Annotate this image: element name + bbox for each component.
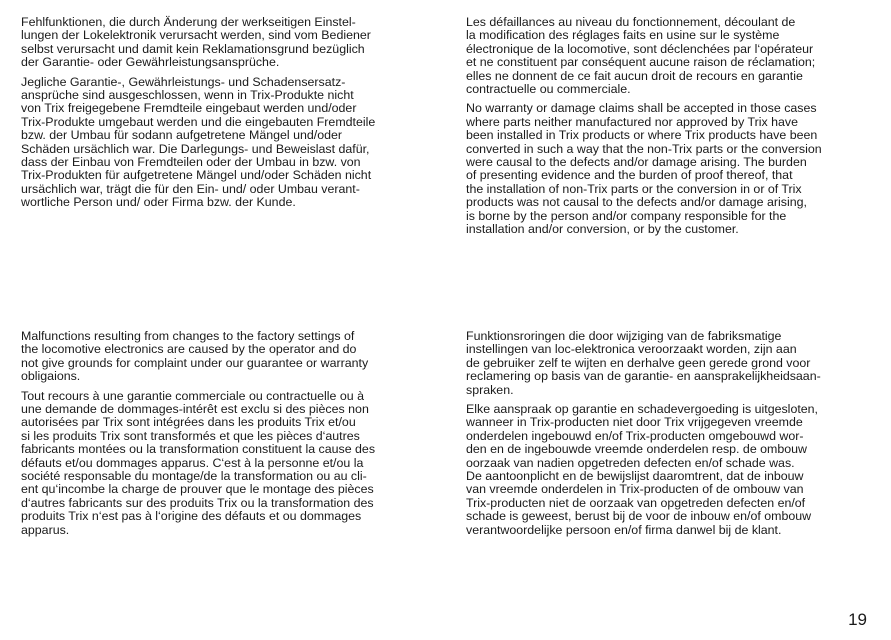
german-warranty-paragraph: Jegliche Garantie-, Gewährleistungs- und Schadensersatz- ansprüche sind ausgeschlossen, wenn in Trix-Produkte nicht von Trix freigegebene Fremdteile eingebaut werden und/oder Trix-Produkte umgebaut werden und die eingebauten Fremdteile bzw. der Umbau für sodann aufgetretene Mängel und/oder Schäden ursächlich war. Die Darlegungs- und Beweislast dafür, dass der Einbau von Fremdteilen oder der Umbau in bzw. von Trix-Produkten für aufgetretene Mängel und/oder Schäden nicht ursächlich war, trägt die für den Ein- und/ oder Umbau verant- wortliche Person und/ oder Firma bzw. der Kunde. (21, 74, 376, 210)
dutch-warranty-paragraph: Elke aanspraak op garantie en schadevergoeding is uitgesloten, wanneer in Trix-producten niet door Trix vrijgegeven vreemde onderdelen ingebouwd en/of Trix-producten omgebouwd wor- den en de ingebouwde vreemde onderdelen resp. de ombouw oorzaak van nadien opgetreden defecten en/of schade was. De aantoonplicht en de bewijslijst daaromtrent, dat de inbouw van vreemde onderdelen in Trix-producten of de ombouw van Trix-producten niet de oorzaak van opgetreden defecten en/of schade is geweest, berust bij de voor de inbouw en/of ombouw verantwoordelijke persoon en/of firma danwel bij de klant. (466, 402, 818, 537)
french-malfunction-paragraph: Les défaillances au niveau du fonctionnement, découlant de la modification des réglages faits en usine sur le système électronique de la locomotive, sont déclenchées par l‘opérateur et ne constituent par conséquent aucune raison de réclamation; elles ne donnent de ce fait aucun droit de recours en garantie contractuelle ou commerciale. (466, 15, 816, 97)
german-malfunction-paragraph: Fehlfunktionen, die durch Änderung der werkseitigen Einstel- lungen der Lokelektronik verursacht werden, sind vom Bediener selbst verursacht und damit kein Reklamationsgrund bezüglich der Garantie- oder Gewährleistungsansprüche. (21, 15, 371, 70)
french-warranty-paragraph: Tout recours à une garantie commerciale ou contractuelle ou à une demande de dommages-intérêt est exclu si des pièces non autorisées par Trix sont intégrées dans les produits Trix et/ou si les produits Trix sont transformés et que les pièces d‘autres fabricants montées ou la transformation constituent la cause des défauts et/ou dommages apparus. C‘est à la personne et/ou la société responsable du montage/de la transformation ou au cli- ent qu‘incombe la charge de prouver que le montage des pièces d‘autres fabricants sur des produits Trix ou la transformation des produits Trix n‘est pas à l‘origine des défauts et ou dommages apparus. (21, 388, 376, 537)
dutch-malfunction-paragraph: Funktionsroringen die door wijziging van de fabriksmatige instellingen van loc-elektronica veroorzaakt worden, zijn aan de gebruiker zelf te wijten en derhalve geen gerede grond voor reclamering op basis van de garantie- en aansprakelijkheidsaan- spraken. (466, 329, 821, 397)
english-malfunction-paragraph: Malfunctions resulting from changes to the factory settings of the locomotive electronics are caused by the operator and do not give grounds for complaint under our guarantee or warranty obligaions. (21, 329, 369, 384)
english-warranty-paragraph: No warranty or damage claims shall be accepted in those cases where parts neither manufactured nor approved by Trix have been installed in Trix products or where Trix products have been converted in such a way that the non-Trix parts or the conversion were causal to the defects and/or damage arising. The burden of presenting evidence and the burden of proof thereof, that the installation of non-Trix parts or the conversion in or of Trix products was not causal to the defects and/or damage arising, is borne by the person and/or company responsible for the installation and/or conversion, or by the customer. (466, 101, 822, 237)
dutch-section (466, 330, 881, 543)
english-french-section (21, 330, 451, 543)
french-english-section (466, 16, 881, 243)
german-section (21, 16, 451, 216)
page-number: 19 (848, 610, 867, 629)
